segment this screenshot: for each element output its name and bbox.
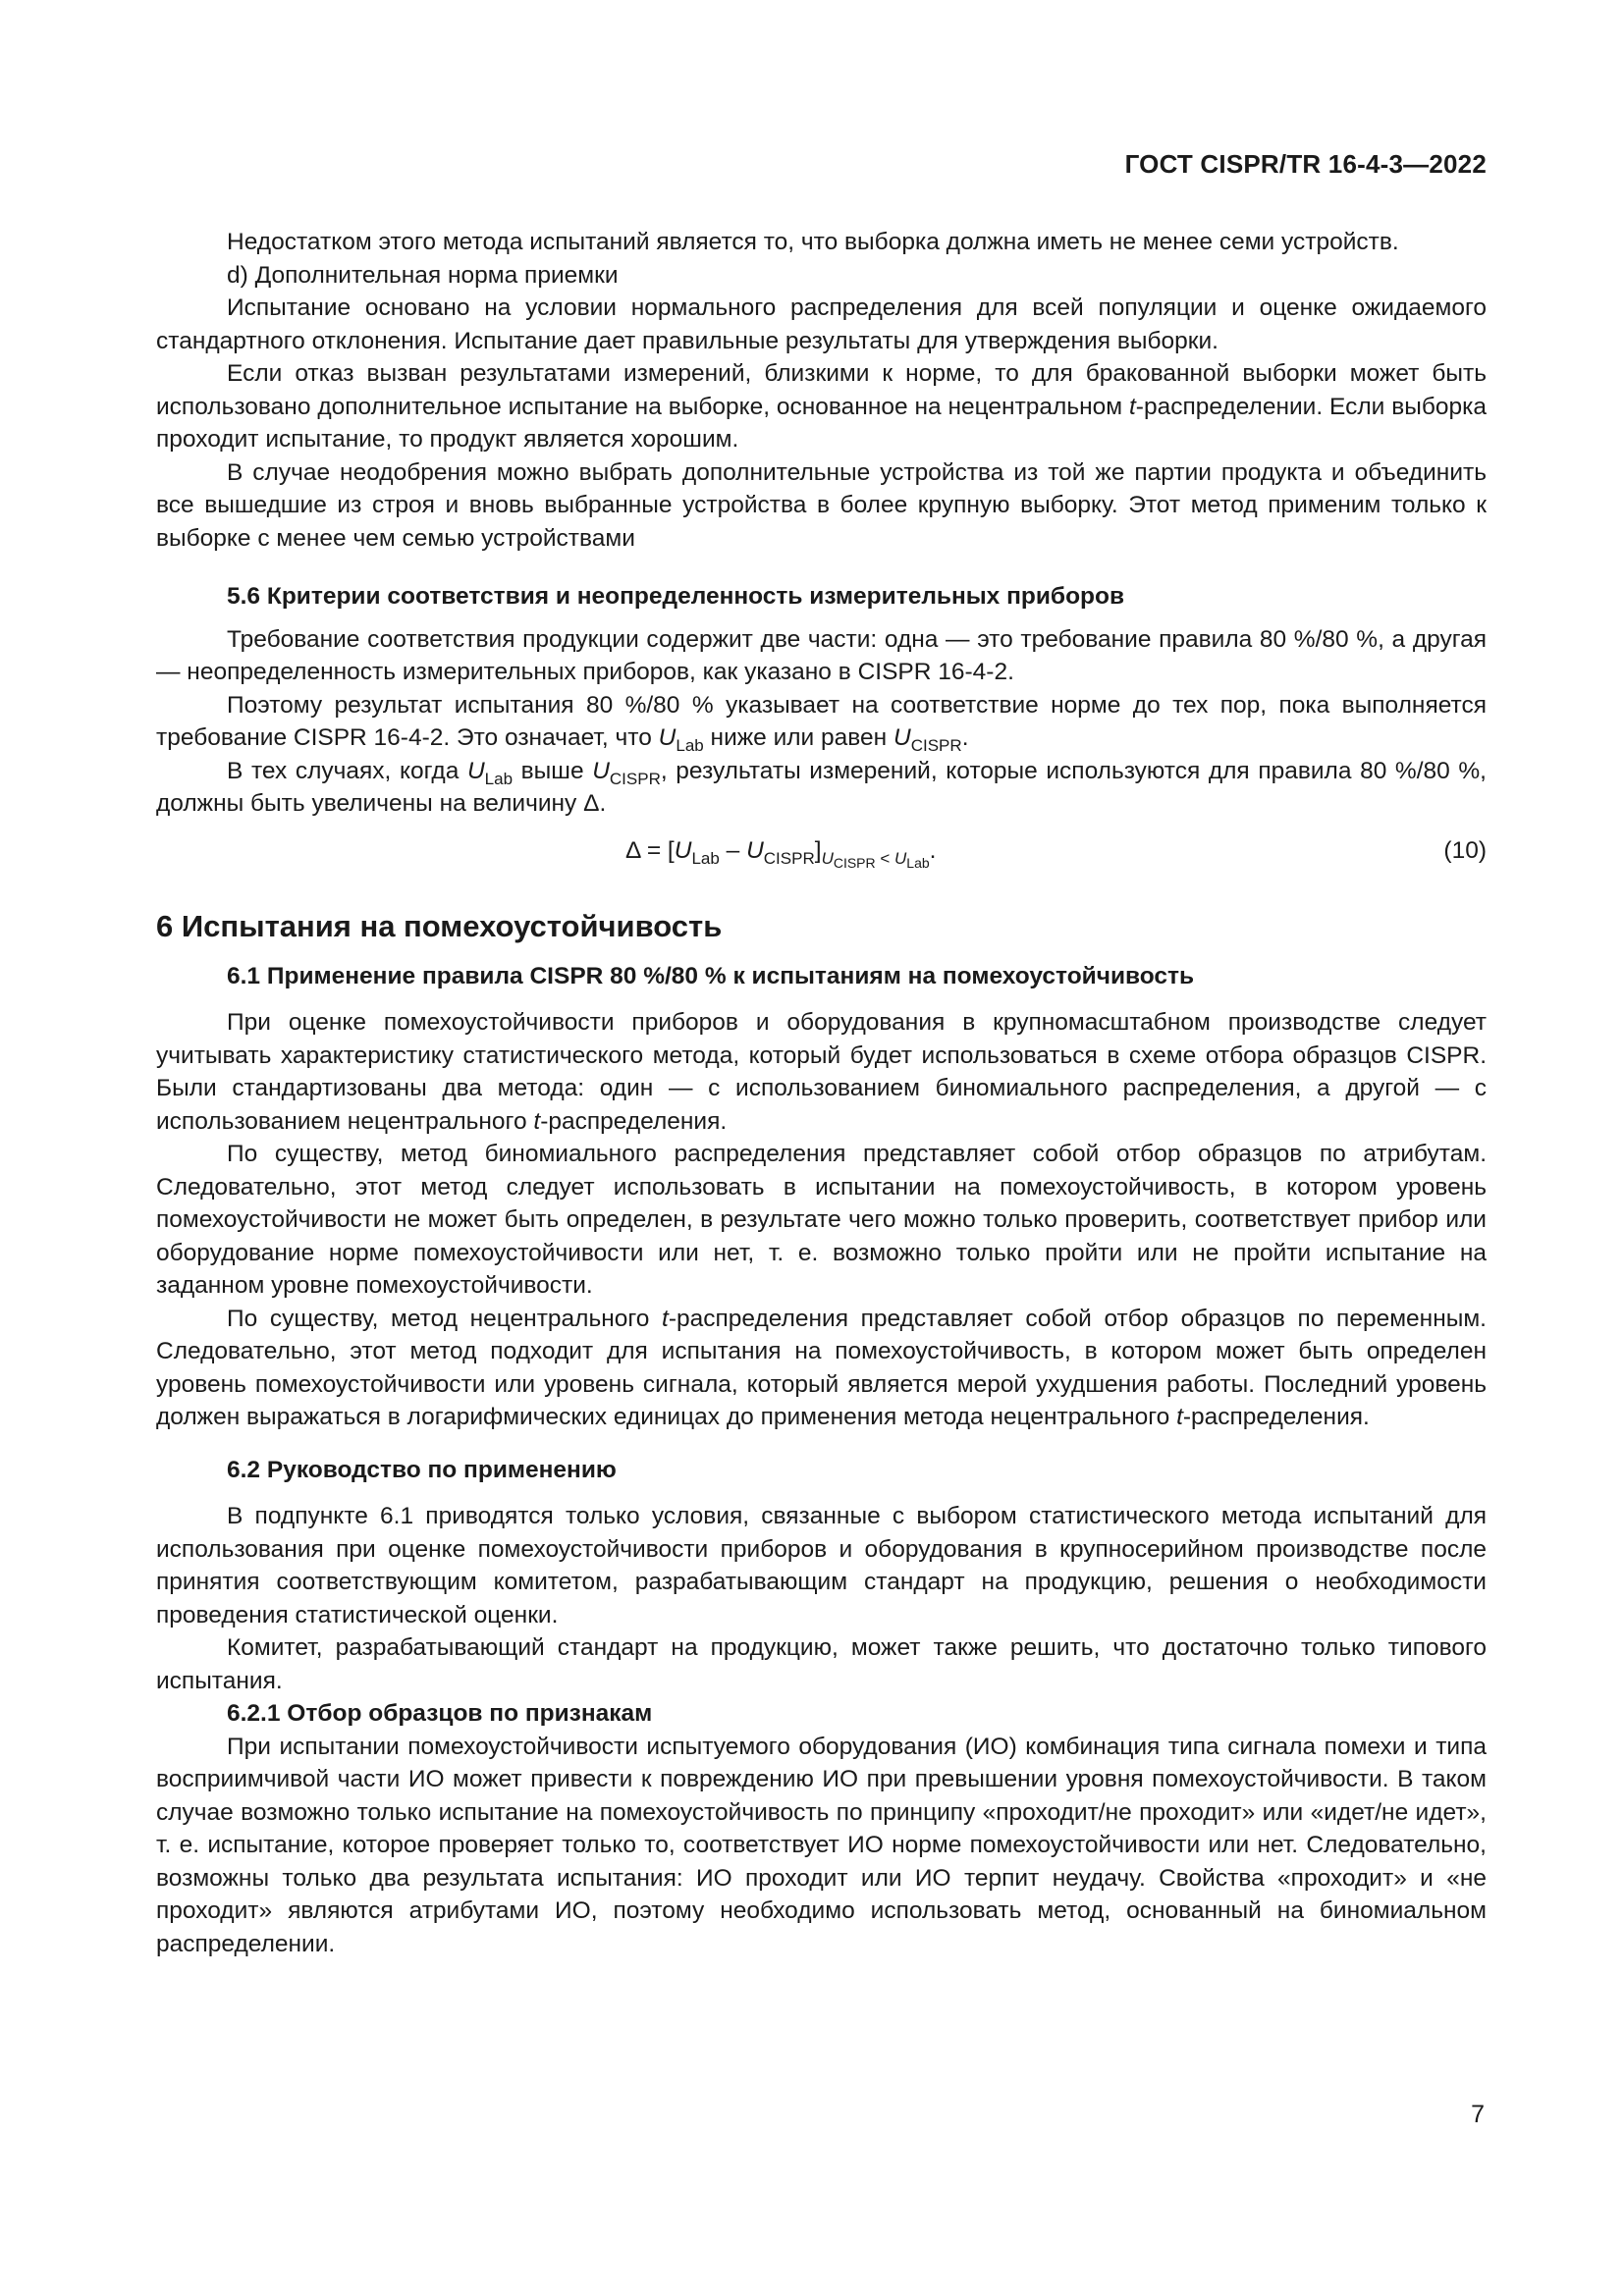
paragraph-immunity-assessment: При оценке помехоустойчивости приборов и оборудования в крупномасштабном производстве следует учитывать характеристику статистического метода, который будет использоваться в схеме отбора образцов CISPR. Были стандартизованы два метода: один — с использованием биномиального распределения, а другой — с использованием нецентрального t-распределения. xyxy=(156,1009,1487,1135)
heading-6-2-1: 6.2.1 Отбор образцов по признакам xyxy=(227,1700,653,1727)
paragraph-disapproval: В случае неодобрения можно выбрать дополнительные устройства из той же партии продукта и объединить все вышедшие из строя и вновь выбранные устройства в более крупную выборку. Этот метод применим только к выборке с менее чем семью устройствами xyxy=(156,458,1487,552)
paragraph-sampling-by-attributes: При испытании помехоустойчивости испытуемого оборудования (ИО) комбинация типа сигнала помехи и типа восприимчивой части ИО может привести к повреждению ИО при превышении уровня помехоустойчивости. В таком случае возможно только испытание на помехоустойчивость по принципу «проходит/не проходит» или «идет/не идет», т. е. испытание, которое проверяет только то, соответствует ИО норме помехоустойчивости или нет. Следовательно, возможны только два результата испытания: ИО проходит или ИО терпит неудачу. Свойства «проходит» и «не проходит» являются атрибутами ИО, поэтому необходимо использовать метод, основанный на биномиальном распределении. xyxy=(156,1733,1487,1957)
document-header: ГОСТ CISPR/TR 16-4-3—2022 xyxy=(1124,149,1487,179)
list-item-d: d) Дополнительная норма приемки xyxy=(227,261,619,289)
paragraph-test-result: Поэтому результат испытания 80 %/80 % указывает на соответствие норме до тех пор, пока выполняется требование CISPR 16-4-2. Это означает, что $U_{Lab}$ ниже или равен $U_{CISPR}$. xyxy=(156,691,1487,755)
formula-number: (10) xyxy=(1443,836,1487,864)
paragraph-binomial-method: По существу, метод биномиального распределения представляет собой отбор образцов по атрибутам. Следовательно, этот метод следует использовать в испытании на помехоустойчивость, в котором уровень помехоустойчивости не может быть определен, в результате чего можно только проверить, соответствует прибор или оборудование норме помехоустойчивости или нет, т. е. возможно только пройти или не пройти испытание на заданном уровне помехоустойчивости. xyxy=(156,1141,1487,1299)
paragraph-subclause-6-1: В подпункте 6.1 приводятся только условия, связанные с выбором статистического метода испытаний для использования при оценке помехоустойчивости приборов и оборудования в крупносерийном производстве после принятия соответствующим комитетом, разрабатывающим стандарт на продукцию, решения о необходимости проведения статистической оценки. xyxy=(156,1503,1487,1629)
formula-10 xyxy=(156,834,1487,895)
page-body xyxy=(156,226,1487,1960)
formula-expression: $\Delta = [U_{Lab} - U_{CISPR}]_{U_{CISPR} < U_{Lab}}$. xyxy=(625,836,937,871)
heading-6-2: 6.2 Руководство по применению xyxy=(227,1456,617,1483)
paragraph-conformity-requirement: Требование соответствия продукции содержит две части: одна — это требование правила 80 %/80 %, а другая — неопределенность измерительных приборов, как указано в CISPR 16-4-2. xyxy=(156,625,1487,685)
paragraph-type-testing: Комитет, разрабатывающий стандарт на продукцию, может также решить, что достаточно только типового испытания. xyxy=(156,1634,1487,1694)
paragraph-normal-distribution: Испытание основано на условии нормального распределения для всей популяции и оценке ожидаемого стандартного отклонения. Испытание дает правильные результаты для утверждения выборки. xyxy=(156,294,1487,354)
paragraph-failure-additional-test: Если отказ вызван результатами измерений, близкими к норме, то для бракованной выборки может быть использовано дополнительное испытание на выборке, основанное на нецентральном t-распределении. Если выборка проходит испытание, то продукт является хорошим. xyxy=(156,360,1487,453)
heading-6: 6 Испытания на помехоустойчивость xyxy=(156,908,723,943)
heading-5-6: 5.6 Критерии соответствия и неопределенность измерительных приборов xyxy=(227,583,1125,610)
paragraph-drawback: Недостатком этого метода испытаний является то, что выборка должна иметь не менее семи устройств. xyxy=(227,229,1399,255)
heading-6-1: 6.1 Применение правила CISPR 80 %/80 % к испытаниям на помехоустойчивость xyxy=(227,962,1195,989)
paragraph-noncentral-t-method: По существу, метод нецентрального t-распределения представляет собой отбор образцов по переменным. Следовательно, этот метод подходит для испытания на помехоустойчивость, в котором может быть определен уровень помехоустойчивости или уровень сигнала, который является мерой ухудшения работы. Последний уровень должен выражаться в логарифмических единицах до применения метода нецентрального t-распределения. xyxy=(156,1305,1487,1430)
paragraph-increase-delta: В тех случаях, когда $U_{Lab}$ выше $U_{CISPR}$, результаты измерений, которые используются для правила 80 %/80 %, должны быть увеличены на величину Δ. xyxy=(156,757,1487,817)
page-number: 7 xyxy=(1471,2101,1485,2128)
